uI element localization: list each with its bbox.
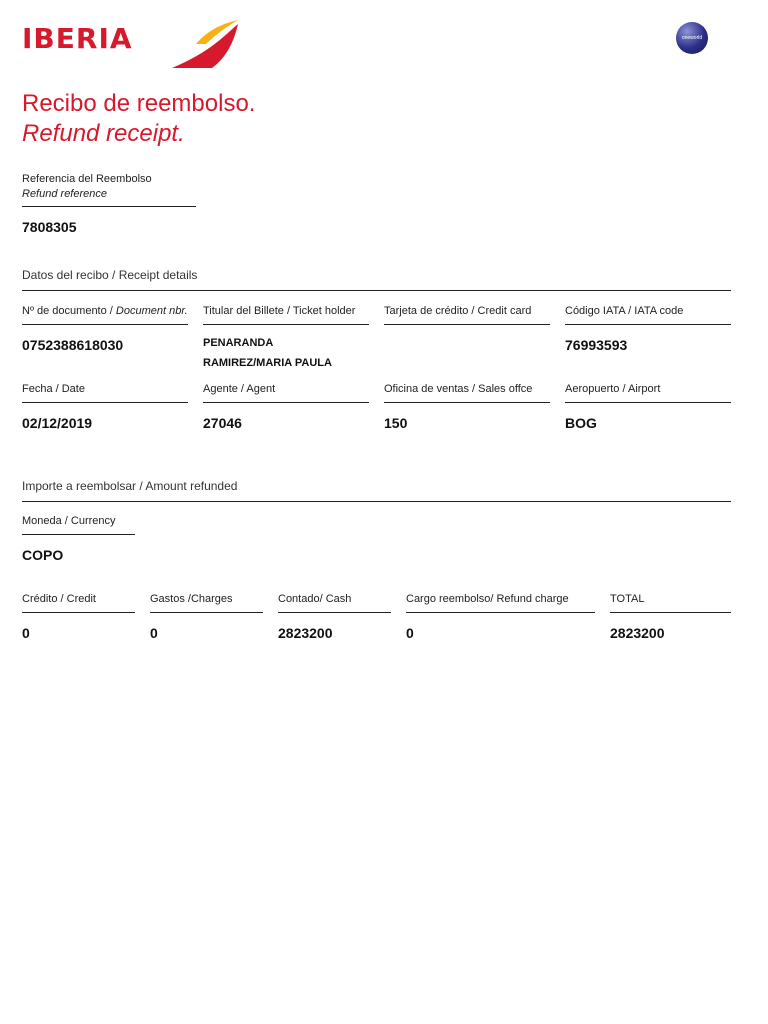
charges-label: Gastos /Charges — [150, 592, 263, 613]
ticket-holder-value-line2: RAMIREZ/MARIA PAULA — [203, 357, 332, 369]
credit-card-field — [384, 304, 550, 337]
document-nbr-field — [22, 304, 188, 353]
document-nbr-label-en: Document nbr. — [115, 305, 188, 317]
receipt-details-heading: Datos del recibo / Receipt details — [22, 268, 731, 291]
airport-label: Aeropuerto / Airport — [565, 382, 731, 403]
title-english: Refund receipt. — [22, 120, 185, 147]
refund-reference-block — [22, 172, 196, 235]
credit-card-label: Tarjeta de crédito / Credit card — [384, 304, 550, 325]
sales-office-label: Oficina de ventas / Sales offce — [384, 382, 550, 403]
total-value: 2823200 — [610, 625, 665, 641]
agent-value: 27046 — [203, 415, 242, 431]
total-field — [610, 592, 731, 641]
agent-label: Agente / Agent — [203, 382, 369, 403]
ticket-holder-value-line1: PENARANDA — [203, 337, 274, 349]
amount-refunded-heading: Importe a reembolsar / Amount refunded — [22, 479, 731, 502]
document-nbr-label — [22, 304, 188, 325]
document-nbr-value: 0752388618030 — [22, 337, 124, 353]
currency-value: COPO — [22, 547, 64, 563]
iata-code-value: 76993593 — [565, 337, 628, 353]
credit-label: Crédito / Credit — [22, 592, 135, 613]
currency-field — [22, 514, 135, 563]
cash-field — [278, 592, 391, 641]
charges-value: 0 — [150, 625, 158, 641]
iata-code-label: Código IATA / IATA code — [565, 304, 731, 325]
ticket-holder-label: Titular del Billete / Ticket holder — [203, 304, 369, 325]
cash-label: Contado/ Cash — [278, 592, 391, 613]
iberia-logo-icon — [172, 18, 238, 68]
sales-office-field — [384, 382, 550, 431]
document-nbr-label-es: Nº de documento / — [22, 305, 116, 317]
airport-value: BOG — [565, 415, 597, 431]
oneworld-logo-icon: oneworld — [676, 22, 708, 54]
refund-charge-label: Cargo reembolso/ Refund charge — [406, 592, 595, 613]
charges-field — [150, 592, 263, 641]
title-spanish: Recibo de reembolso. — [22, 90, 256, 117]
refund-charge-field — [406, 592, 595, 641]
refund-reference-label-en-text: Refund reference — [22, 188, 107, 200]
date-field — [22, 382, 188, 431]
iata-code-field — [565, 304, 731, 353]
iberia-logo-text: IBERIA — [22, 22, 133, 55]
cash-value: 2823200 — [278, 625, 333, 641]
header-logo-row — [22, 18, 738, 70]
ticket-holder-field — [203, 304, 369, 373]
agent-field — [203, 382, 369, 431]
refund-reference-label-es: Referencia del Reembolso — [22, 173, 152, 185]
refund-charge-value: 0 — [406, 625, 414, 641]
total-label: TOTAL — [610, 592, 731, 613]
refund-reference-label-en — [22, 187, 196, 202]
date-value: 02/12/2019 — [22, 415, 93, 431]
divider — [22, 206, 196, 207]
airport-field — [565, 382, 731, 431]
credit-value: 0 — [22, 625, 30, 641]
refund-reference-value: 7808305 — [22, 219, 77, 235]
sales-office-value: 150 — [384, 415, 408, 431]
currency-label: Moneda / Currency — [22, 514, 135, 535]
credit-field — [22, 592, 135, 641]
date-label: Fecha / Date — [22, 382, 188, 403]
